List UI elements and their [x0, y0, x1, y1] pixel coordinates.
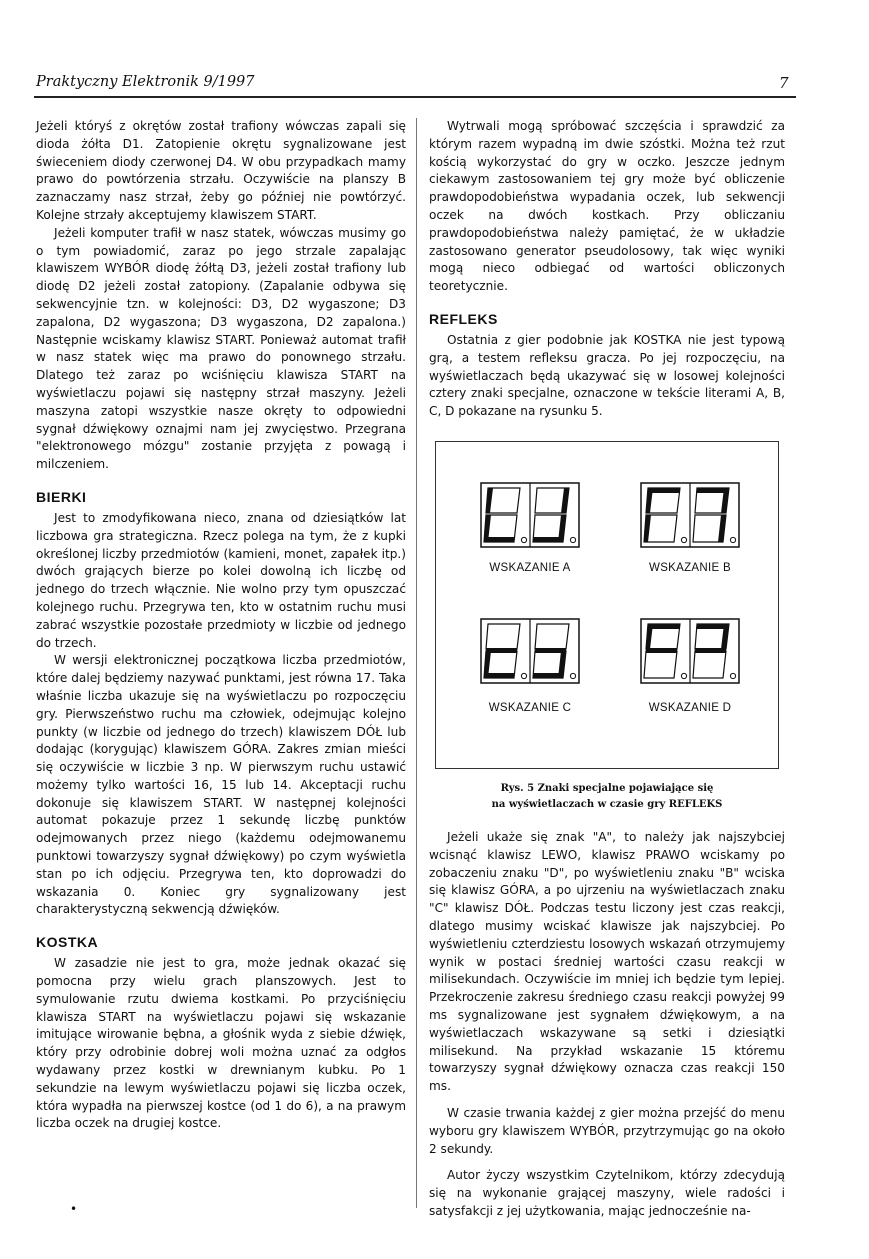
paragraph: Jeżeli ukaże się znak "A", to należy jak najszybciej wcisnąć klawisz LEWO, klawisz PRAWO wciskamy po zobaczeniu znaku "D", po wyświetleniu znaku "B" wciska się klawisz GÓRA, a po ujrzeniu na wyświetlaczach znaku "C" klawisz DÓŁ. Podczas testu liczony jest czas reakcji, dlatego musimy wciskać klawisze jak najszybciej. Po wyświetleniu czterdziestu losowych wskazań otrzymujemy wynik w postaci średniej wartości czasu reakcji w milisekundach. Oczywiście im mniej ich będzie tym lepiej. Przekroczenie zakresu średniego czasu reakcji powyżej 99 ms sygnalizowane jest sygnałem dźwiękowym, a na wyświetlaczach wskazywane są setki i dziesiątki milisekund. Na przykład wskazanie 15 któremu towarzyszy sygnał dźwiękowy oznacza czas reakcji 150 ms. [429, 829, 785, 1094]
figure-label-d: WSKAZANIE D [648, 701, 732, 714]
right-column [429, 118, 785, 1221]
figure-caption: Rys. 5 Znaki specjalne pojawiające się na wyświetlaczach w czasie gry REFLEKS [491, 782, 723, 810]
section-heading-refleks: REFLEKS [429, 310, 498, 327]
header-rule [34, 96, 796, 98]
display-d-icon [640, 618, 740, 684]
left-column [36, 118, 406, 1133]
paragraph: Jeżeli któryś z okrętów został trafiony wówczas zapali się dioda żółta D1. Zatopienie okrętu sygnalizowane jest świeceniem diody czerwonej D4. W obu przypadkach mamy prawo do powtórzenia strzału. Oczywiście na planszy B zaznaczamy nasz strzał, żeby go później nie powtórzyć. Kolejne strzały akceptujemy klawiszem START. [36, 119, 406, 222]
column-separator [416, 118, 417, 1208]
page-number: 7 [779, 74, 789, 92]
paragraph: W zasadzie nie jest to gra, może jednak okazać się pomocna przy wielu grach planszowych. Jest to symulowanie rzutu dwiema kostkami. Po przyciśnięciu klawisza START na wyświetlaczu pojawi się wskazanie imitujące wirowanie bębna, a głośnik wyda z siebie dźwięk, który przy odrobinie dobrej woli można uznać za odgłos wydawany przez kostki w drewnianym kubku. Po 1 sekundzie na lewym wyświetlaczu pojawi się liczba oczek, która wypadła na pierwszej kostce (od 1 do 6), a na prawym liczba oczek na drugiej kostce. [36, 956, 406, 1131]
section-heading-kostka: KOSTKA [36, 934, 99, 951]
section-heading-bierki: BIERKI [36, 488, 87, 505]
paragraph: Wytrwali mogą spróbować szczęścia i sprawdzić za którym razem wypadną im dwie szóstki. Można też rzut kością wykorzystać do gry w oczko. Jeszcze jednym ciekawym zastosowaniem tej gry może być obliczenie prawdopodobieństwa wypadania oczek, lub sekwencji oczek na dwóch kostkach. Przy obliczaniu prawdopodobieństwa należy pamiętać, że w układzie zastosowano generator pseudolosowy, tak więc wyniki mogą nieco odbiegać od wartości obliczonych teoretycznie. [429, 119, 785, 294]
paragraph: W czasie trwania każdej z gier można przejść do menu wyboru gry klawiszem WYBÓR, przytrzymując go na około 2 sekundy. [429, 1105, 785, 1156]
paragraph: W wersji elektronicznej początkowa liczba przedmiotów, które dalej będziemy nazywać punktami, jest równa 17. Taka właśnie liczba ukazuje się na wyświetlaczu po rozpoczęciu gry. Pierwszeństwo ruchu ma człowiek, odejmując kolejno punkty (w liczbie od jednego do trzech) klawiszem DÓŁ lub dodając (korygując) klawiszem GÓRA. Zakres zmian mieści się oczywiście w liczbie 3 np. W pierwszym ruchu ustawić możemy tylko wartości 16, 15 lub 14. Akceptacji ruchu dokonuje się klawiszem START. W następnej kolejności automat pokazuje przez 1 sekundę liczbę punktów odejmowanych przez niego (każdemu odejmowanemu punktowi towarzyszy sygnał dźwiękowy) po czym wyświetla stan po ich odjęciu. Przegrywa ten, kto doprowadzi do wskazania 0. Koniec gry sygnalizowany jest charakterystyczną sekwencją dźwięków. [36, 653, 406, 917]
display-b-icon [640, 482, 740, 548]
display-c-icon [480, 618, 580, 684]
running-header-title: Praktyczny Elektronik 9/1997 [36, 74, 255, 90]
display-a-icon [480, 482, 580, 548]
paragraph: Jest to zmodyfikowana nieco, znana od dziesiątków lat liczbowa gra strategiczna. Rzecz polega na tym, że z kupki określonej liczby przedmiotów (kamieni, monet, zapałek itp.) dwóch grających bierze po kolei dowolną ich liczbę od jednego do trzech włącznie. Nie wolno przy tym opuszczać kolejnego ruchu. Przegrywa ten, kto w ostatnim ruchu musi zabrać wszystkie pozostałe przedmioty w liczbie od jednego do trzech. [36, 510, 406, 650]
paragraph: Jeżeli komputer trafił w nasz statek, wówczas musimy go o tym powiadomić, zaraz po jego strzale zapalając klawiszem WYBÓR diodę żółtą D3, jeżeli został trafiony lub diodę D2 jeżeli został zatopiony. (Zapalanie odbywa się sekwencyjnie tzn. w kolejności: D3, D2 wygaszone; D3 zapalona, D2 wygaszona; D3 wygaszona, D2 zapalona.) Następnie wciskamy klawisz START. Ponieważ automat trafił w nasz statek więc ma prawo do ponownego strzału. Dlatego też zaraz po wciśnięciu klawisza START na wyświetlaczu pojawi się następny strzał maszyny. Jeżeli maszyna zatopi wszystkie nasze okręty to odpowiedni sygnał dźwiękowy oznajmi nam jej zwycięstwo. Przegrana "elektronowego mózgu" zostanie przyjęta z powagą i milczeniem. [36, 225, 406, 472]
paragraph: Autor życzy wszystkim Czytelnikom, którzy zdecydują się na wykonanie grającej maszyny, wiele radości i satysfakcji z jej użytkowania, mając jednocześnie na- [429, 1168, 785, 1218]
figure-label-a: WSKAZANIE A [489, 561, 571, 574]
bullet-mark: • [70, 1202, 78, 1216]
figure-label-c: WSKAZANIE C [488, 701, 572, 714]
paragraph: Ostatnia z gier podobnie jak KOSTKA nie jest typową grą, a testem refleksu gracza. Po jej rozpoczęciu, na wyświetlaczach będą ukazywać się w losowej kolejności cztery znaki specjalne, oznaczone w tekście literami A, B, C, D pokazane na rysunku 5. [429, 332, 785, 419]
figure-label-b: WSKAZANIE B [649, 561, 731, 574]
figure-5-box [435, 441, 779, 769]
